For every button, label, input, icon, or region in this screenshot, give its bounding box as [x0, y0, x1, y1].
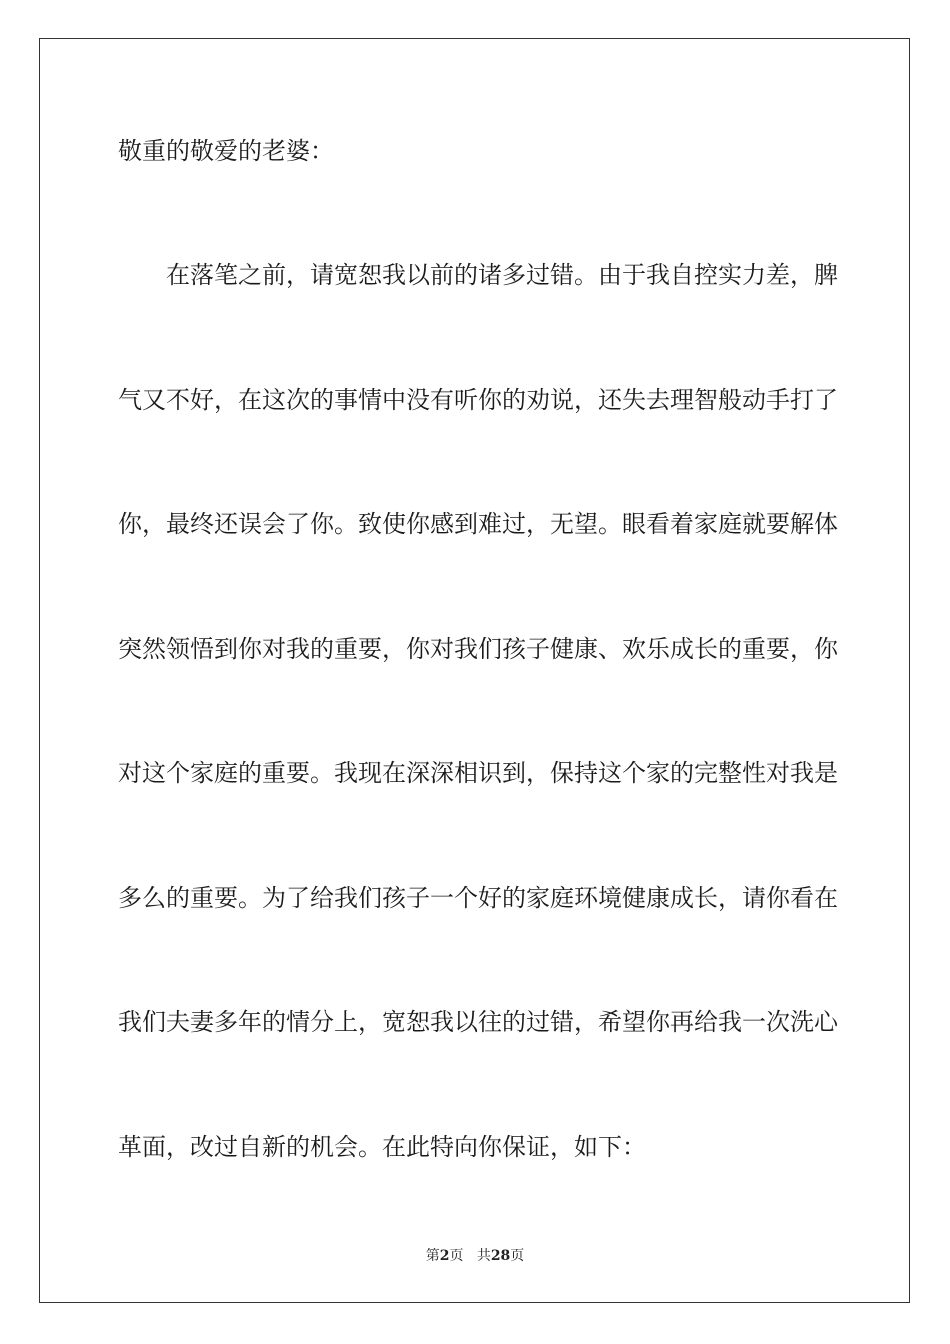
body-line-4: 突然领悟到你对我的重要，你对我们孩子健康、欢乐成长的重要，你 — [118, 635, 838, 663]
total-suffix: 页 — [510, 1248, 525, 1264]
body-line-6: 多么的重要。为了给我们孩子一个好的家庭环境健康成长，请你看在 — [118, 884, 838, 912]
body-line-1: 在落笔之前，请宽恕我以前的诸多过错。由于我自控实力差，脾 — [166, 261, 838, 289]
body-line-3: 你，最终还误会了你。致使你感到难过，无望。眼看着家庭就要解体 — [118, 510, 838, 538]
salutation: 敬重的敬爱的老婆： — [118, 137, 334, 165]
body-line-8: 革面，改过自新的机会。在此特向你保证，如下： — [118, 1133, 646, 1161]
page-footer — [0, 1246, 950, 1266]
page-number: 2 — [439, 1248, 450, 1264]
body-line-7: 我们夫妻多年的情分上，宽恕我以往的过错，希望你再给我一次洗心 — [118, 1008, 838, 1036]
page-border — [39, 38, 910, 1303]
page-prefix: 第 — [425, 1248, 440, 1264]
page-suffix: 页 — [449, 1248, 464, 1264]
body-line-5: 对这个家庭的重要。我现在深深相识到，保持这个家的完整性对我是 — [118, 759, 838, 787]
total-pages: 28 — [490, 1248, 511, 1264]
total-prefix: 共 — [476, 1248, 491, 1264]
body-line-2: 气又不好，在这次的事情中没有听你的劝说，还失去理智般动手打了 — [118, 386, 838, 414]
